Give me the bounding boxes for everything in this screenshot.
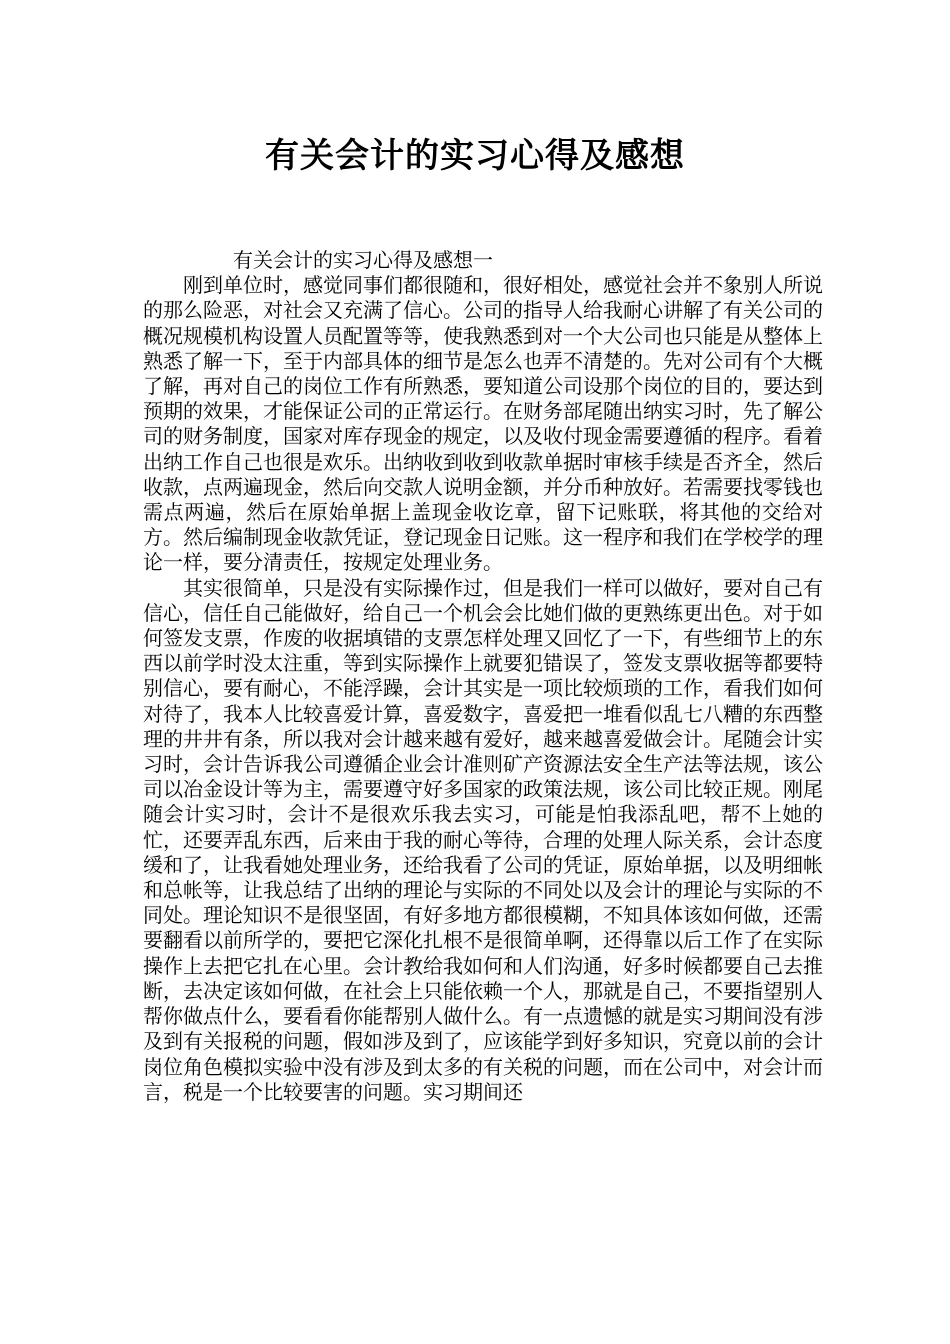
paragraph-2: 其实很简单，只是没有实际操作过，但是我们一样可以做好，要对自己有信心，信任自己能做好，给自己一个机会会比她们做的更熟练更出色。对于如何签发支票，作废的收据填错的支票怎样处理又回忆了一下，有些细节上的东西以前学时没太注重，等到实际操作上就要犯错误了，签发支票收据等都要特别信心，要有耐心，不能浮躁，会计其实是一项比较烦琐的工作，看我们如何对待了，我本人比较喜爱计算，喜爱数字，喜爱把一堆看似乱七八糟的东西整理的井井有条，所以我对会计越来越有爱好，越来越喜爱做会计。尾随会计实习时，会计告诉我公司遵循企业会计准则矿产资源法安全生产法等法规，该公司以冶金设计等为主，需要遵守好多国家的政策法规，该公司比较正规。刚尾随会计实习时，会计不是很欢乐我去实习，可能是怕我添乱吧，帮不上她的忙，还要弄乱东西，后来由于我的耐心等待，合理的处理人际关系，会计态度缓和了，让我看她处理业务，还给我看了公司的凭证，原始单据，以及明细帐和总帐等，让我总结了出纳的理论与实际的不同处以及会计的理论与实际的不同处。理论知识不是很坚固，有好多地方都很模糊，不知具体该如何做，还需要翻看以前所学的，要把它深化扎根不是很简单啊，还得靠以后工作了在实际操作上去把它扎在心里。会计教给我如何和人们沟通，好多时候都要自己去推断，去决定该如何做，在社会上只能依赖一个人，那就是自己，不要指望别人帮你做点什么，要看看你能帮别人做什么。有一点遗憾的就是实习期间没有涉及到有关报税的问题，假如涉及到了，应该能学到好多知识，究竟以前的会计岗位角色模拟实验中没有涉及到太多的有关税的问题，而在公司中，对会计而言，税是一个比较要害的问题。实习期间还 bbox=[143, 575, 823, 1104]
document-body bbox=[143, 248, 823, 1105]
paragraph-1: 刚到单位时，感觉同事们都很随和，很好相处，感觉社会并不象别人所说的那么险恶，对社会又充满了信心。公司的指导人给我耐心讲解了有关公司的概况规模机构设置人员配置等等，使我熟悉到对一个大公司也只能是从整体上熟悉了解一下，至于内部具体的细节是怎么也弄不清楚的。先对公司有个大概了解，再对自己的岗位工作有所熟悉，要知道公司设那个岗位的目的，要达到预期的效果，才能保证公司的正常运行。在财务部尾随出纳实习时，先了解公司的财务制度，国家对库存现金的规定，以及收付现金需要遵循的程序。看着出纳工作自己也很是欢乐。出纳收到收到收款单据时审核手续是否齐全，然后收款，点两遍现金，然后向交款人说明金额，并分币种放好。若需要找零钱也需点两遍，然后在原始单据上盖现金收讫章，留下记账联，将其他的交给对方。然后编制现金收款凭证，登记现金日记账。这一程序和我们在学校学的理论一样，要分清责任，按规定处理业务。 bbox=[143, 273, 823, 575]
section-heading: 有关会计的实习心得及感想一 bbox=[233, 248, 493, 272]
document-title: 有关会计的实习心得及感想 bbox=[265, 136, 685, 176]
